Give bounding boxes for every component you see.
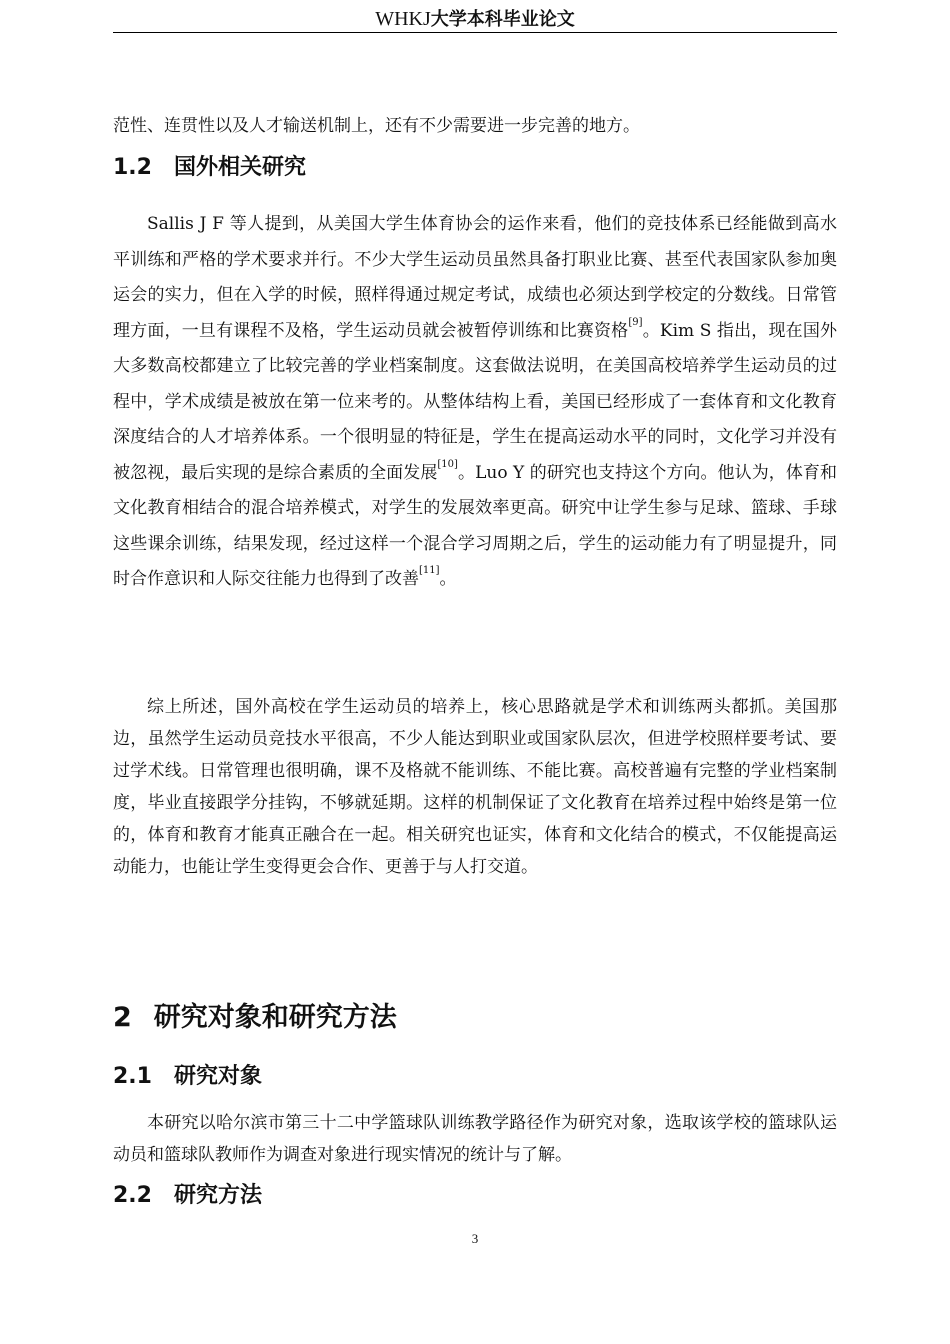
section-title: 研究方法 [173,1183,262,1208]
citation-ref: [9] [628,316,643,328]
section-heading-1-2 [113,153,306,183]
chapter-number: 2 [113,1002,132,1033]
section-heading-2-2 [113,1181,262,1211]
paragraph-text: Sallis J F 等人提到，从美国大学生体育协会的运作来看，他们的竞技体系已经能做到高水平训练和严格的学术要求并行。不少大学生运动员虽然具备打职业比赛、甚至代表国家队参加奥运会的实力，但在入学的时候，照样得通过规定考试，成绩也必须达到学校定的分数线。日常管理方面，一旦有课程不及格，学生运动员就会被暂停训练和比赛资格 [113,214,837,341]
section-number: 2.2 [113,1183,152,1208]
section-heading-2-1 [113,1062,262,1092]
chapter-title: 研究对象和研究方法 [153,1002,397,1033]
paragraph-continued [113,110,837,142]
chapter-heading-2 [113,1000,397,1036]
paragraph-text: 。Luo Y 的研究也支持这个方向。他认为，体育和文化教育相结合的混合培养模式，对学生的发展效率更高。研究中让学生参与足球、篮球、手球这些课余训练，结果发现，经过这样一个混合学习周期之后，学生的运动能力有了明显提升，同时合作意识和人际交往能力也得到了改善 [113,462,837,589]
page-number: 3 [471,1231,479,1246]
section-title: 国外相关研究 [173,155,306,180]
citation-ref: [10] [437,458,458,470]
paragraph-summary [113,691,837,883]
section-number: 2.1 [113,1064,152,1089]
section-number: 1.2 [113,155,152,180]
paragraph-research-object [113,1107,837,1171]
header-university-code: WHKJ [375,8,431,30]
running-header [113,6,837,33]
paragraph-text: 。Kim S 指出，现在国外大多数高校都建立了比较完善的学业档案制度。这套做法说明，在美国高校培养学生运动员的过程中，学术成绩是被放在第一位来考的。从整体结构上看，美国已经形成了一套体育和文化教育深度结合的人才培养体系。一个很明显的特征是，学生在提高运动水平的同时，文化学习并没有被忽视，最后实现的是综合素质的全面发展 [113,320,838,483]
citation-ref: [11] [419,565,440,576]
paragraph-text: 范性、连贯性以及人才输送机制上，还有不少需要进一步完善的地方。 [113,116,640,136]
section-title: 研究对象 [173,1064,262,1089]
paragraph-text: 。 [439,569,457,589]
paragraph-foreign-research [113,207,837,598]
header-title: 大学本科毕业论文 [430,9,575,30]
paragraph-text: 综上所述，国外高校在学生运动员的培养上，核心思路就是学术和训练两头都抓。美国那边，虽然学生运动员竞技水平很高，不少人能达到职业或国家队层次，但进学校照样要考试、要过学术线。日常管理也很明确，课不及格就不能训练、不能比赛。高校普遍有完整的学业档案制度，毕业直接跟学分挂钩，不够就延期。这样的机制保证了文化教育在培养过程中始终是第一位的，体育和教育才能真正融合在一起。相关研究也证实，体育和文化结合的模式，不仅能提高运动能力，也能让学生变得更会合作、更善于与人打交道。 [113,697,837,877]
paragraph-text: 本研究以哈尔滨市第三十二中学篮球队训练教学路径作为研究对象，选取该学校的篮球队运动员和篮球队教师作为调查对象进行现实情况的统计与了解。 [113,1113,837,1165]
